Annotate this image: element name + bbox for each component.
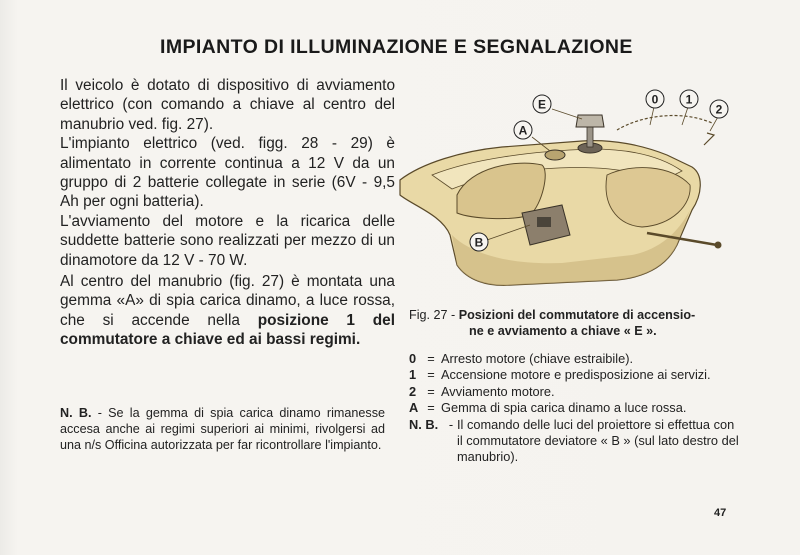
label-b: B — [474, 235, 484, 250]
legend-key: A — [409, 400, 419, 416]
pointer-0 — [650, 107, 654, 125]
note-left — [60, 405, 385, 454]
legend-nb-dash: - — [448, 416, 454, 432]
legend-text: Avviamento motore. — [441, 383, 555, 399]
position-arc — [617, 116, 712, 130]
legend-key: 2 — [409, 383, 417, 399]
legend-nb-text: Il comando delle luci del proiettore si effettua con il commutatore deviatore « B » (sul lato destro del manubrio). — [457, 416, 739, 465]
legend-equals: = — [427, 400, 435, 416]
label-e: E — [537, 97, 547, 112]
caption-line-1: Posizioni del commutatore di accensio- — [458, 308, 696, 322]
legend-text: Arresto motore (chiave estraibile). — [441, 351, 634, 366]
pointer-e — [552, 109, 582, 119]
legend-row-2 — [409, 384, 739, 400]
note-left-text: - Se la gemma di spia carica dinamo rimanesse accesa anche ai regimi superiori ai minimi, rivolgersi ad una n/s Officina autorizzata per far ricontrollare l'impianto. — [60, 406, 386, 453]
switch-lever — [537, 217, 551, 227]
key-head — [576, 115, 604, 127]
label-a: A — [518, 123, 528, 138]
paragraph-3: L'avviamento del motore e la ricarica delle suddette batterie sono realizzati per mezzo di un dinamotore da 12 V - 70 W. — [60, 212, 395, 269]
legend-row-nb — [409, 417, 739, 466]
legend-list — [409, 351, 739, 466]
paragraph-4-bold: posizione 1 del commutatore a chiave ed ai bassi regimi. — [60, 311, 395, 349]
paragraph-2: L'impianto elettrico (ved. figg. 28 - 29) è alimentato in corrente continua a 12 V da un gruppo di 2 batterie collegate in serie (6V - 9,5 Ah per ogni batteria). — [60, 135, 395, 211]
label-1: 1 — [685, 92, 693, 107]
page-title: IMPIANTO DI ILLUMINAZIONE E SEGNALAZIONE — [160, 36, 633, 58]
legend-equals: = — [427, 351, 435, 366]
key-shaft — [587, 125, 593, 147]
figure-caption — [409, 307, 749, 339]
paragraph-4-text: Al centro del manubrio (fig. 27) è montata una gemma «A» di spia carica dinamo, a luce rossa, che si accende nella — [60, 273, 395, 329]
legend-equals: = — [427, 367, 435, 383]
warning-gem — [545, 150, 565, 160]
legend-equals: = — [427, 383, 435, 399]
legend-text: Gemma di spia carica dinamo a luce rossa. — [441, 400, 687, 416]
legend-row-a — [409, 400, 739, 416]
lever-knob — [715, 242, 722, 249]
legend-text: Accensione motore e predisposizione ai servizi. — [441, 367, 711, 383]
page-number: 47 — [714, 507, 727, 519]
caption-prefix: Fig. 27 - — [409, 308, 459, 322]
legend-key: 1 — [409, 367, 417, 383]
legend-key: 0 — [409, 351, 417, 366]
paragraph-4 — [60, 272, 395, 350]
label-0: 0 — [651, 92, 659, 107]
legend-row-1 — [409, 367, 739, 383]
label-2: 2 — [715, 102, 723, 117]
caption-line-2: ne e avviamento a chiave « E ». — [469, 324, 657, 338]
paragraph-1: Il veicolo è dotato di dispositivo di avviamento elettrico (con comando a chiave al centro del manubrio ved. fig. 27). — [60, 77, 395, 133]
note-left-label: N. B. — [60, 406, 92, 420]
legend-row-0 — [409, 351, 739, 367]
handlebar-illustration — [392, 85, 742, 300]
legend-nb-key: N. B. — [409, 416, 439, 432]
left-column — [60, 76, 395, 350]
arc-arrow — [704, 133, 714, 145]
